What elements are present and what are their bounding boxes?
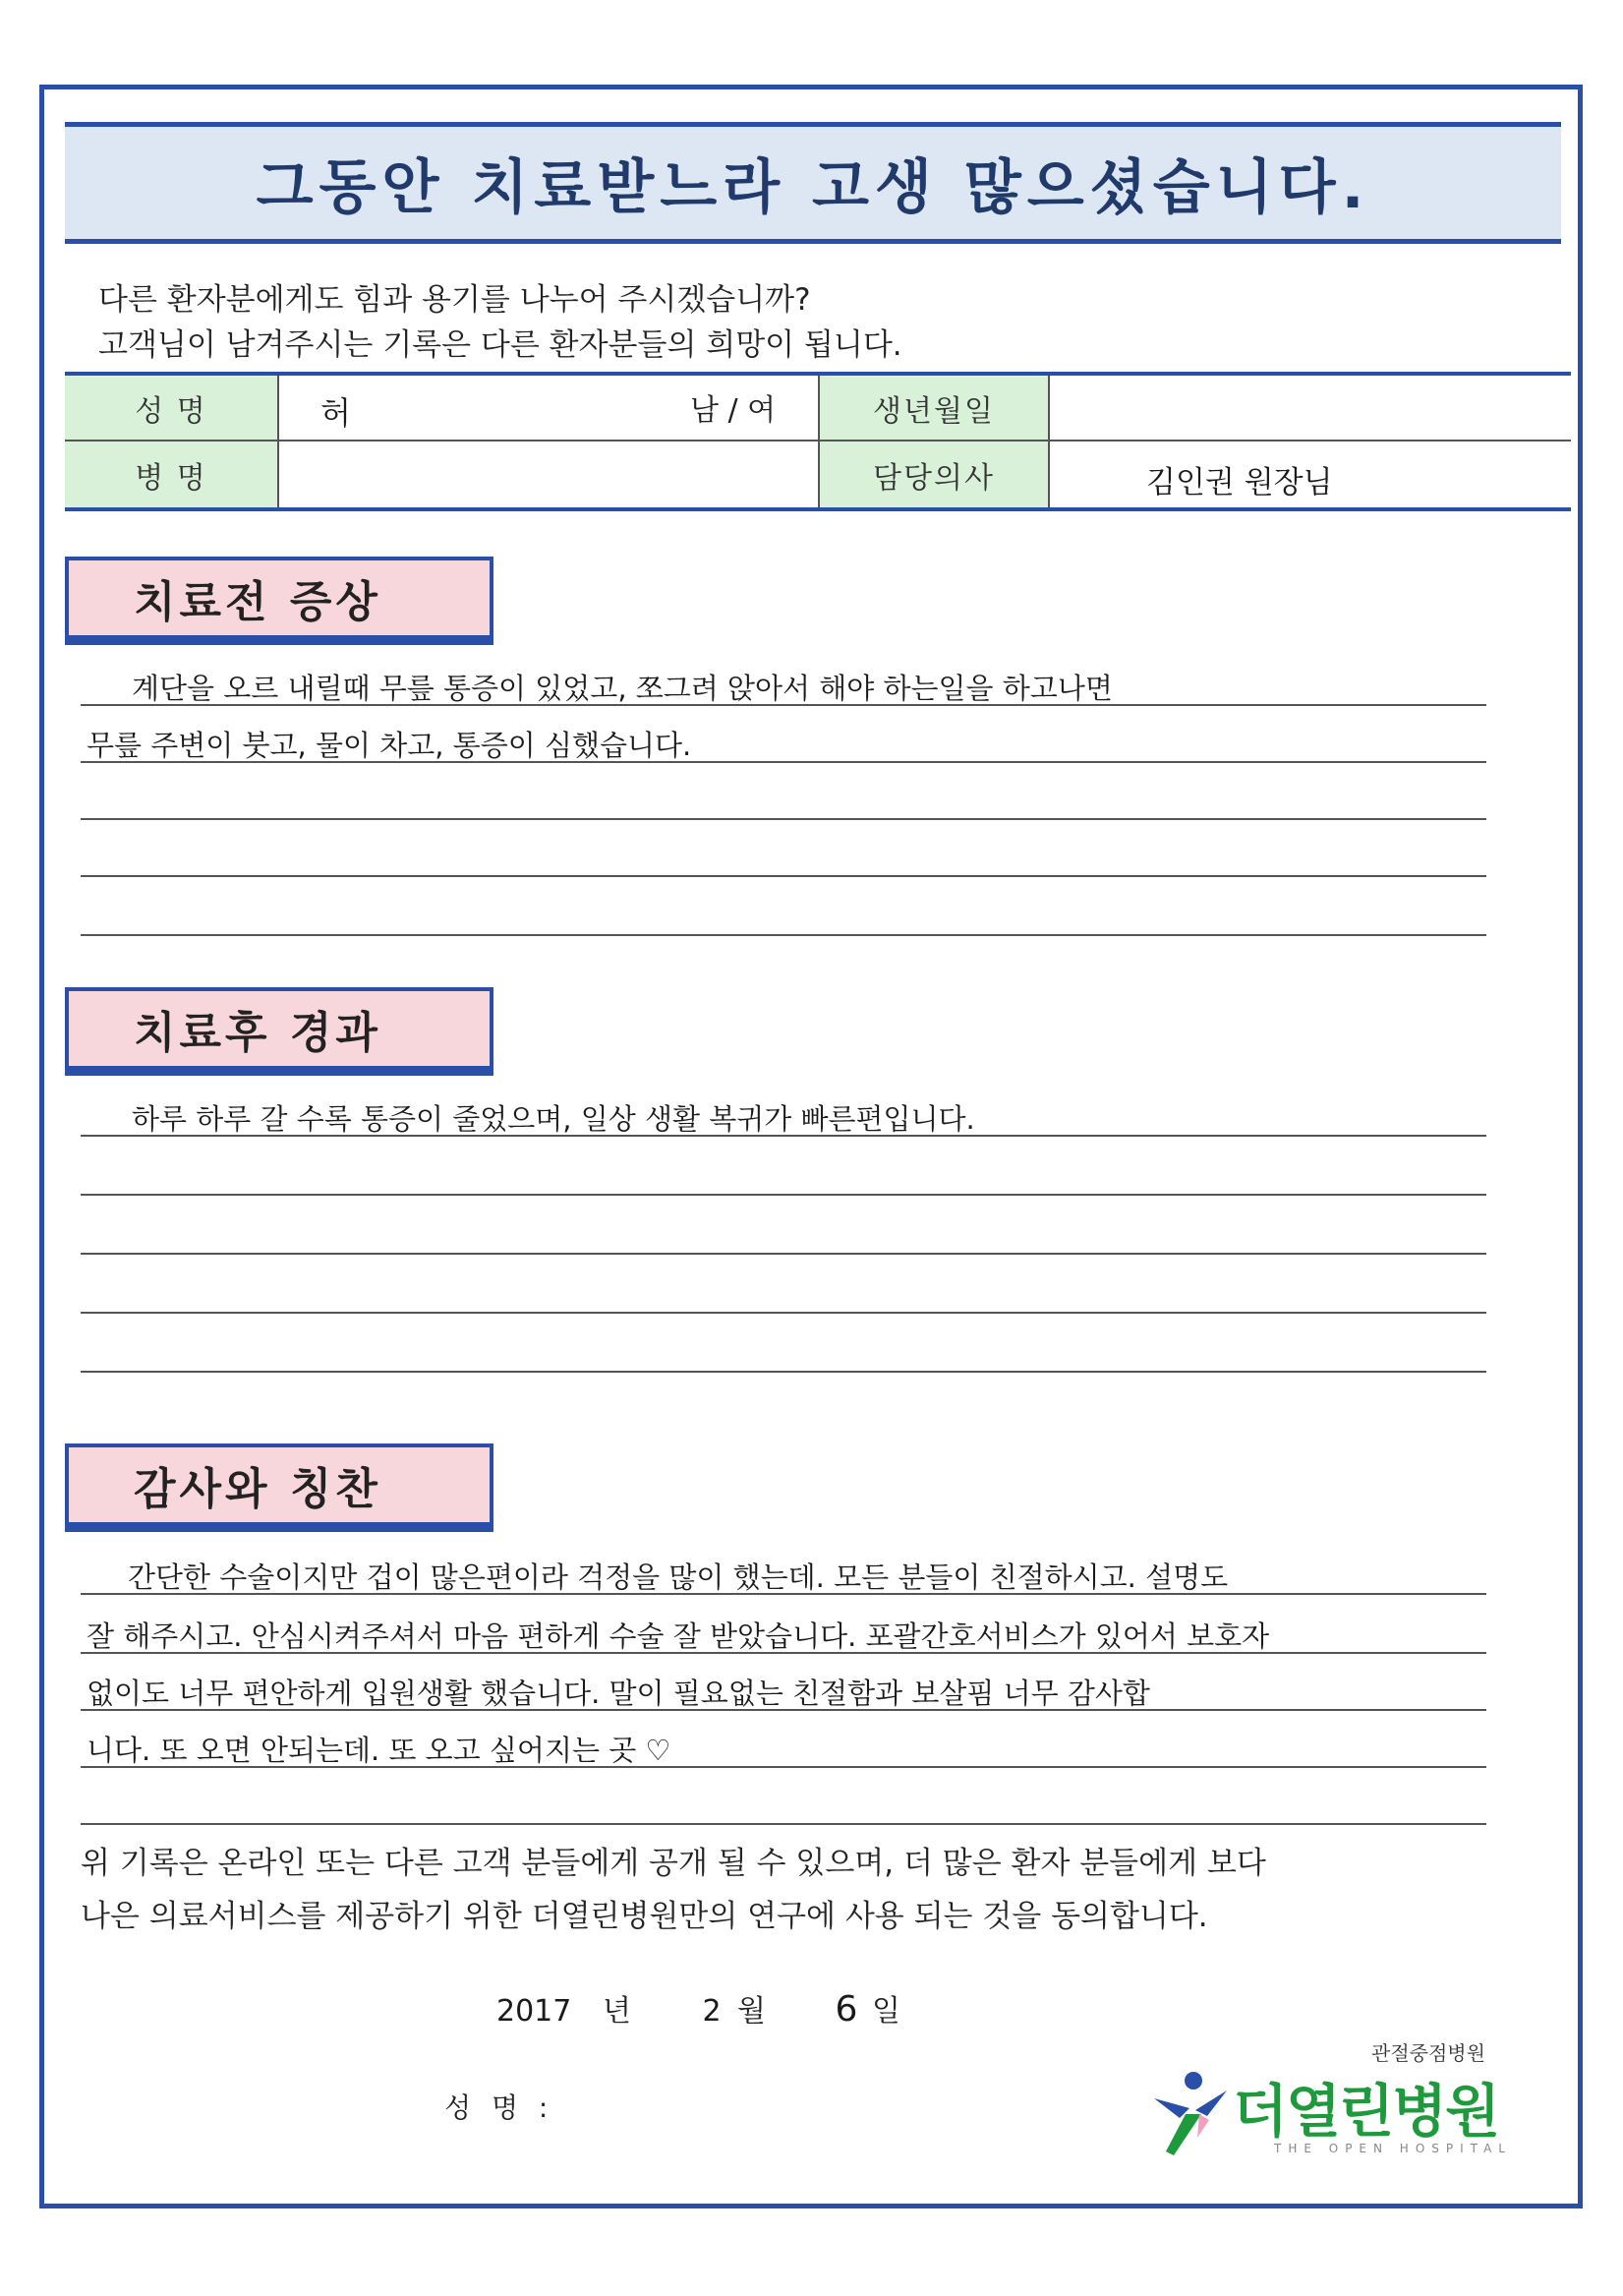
page-title: 그동안 치료받느라 고생 많으셨습니다. — [256, 153, 1370, 222]
signature-label: 성 명 : — [444, 2091, 554, 2124]
intro-line-1: 다른 환자분에게도 힘과 용기를 나누어 주시겠습니까? — [98, 282, 811, 318]
date-day: 6 — [835, 1989, 858, 2030]
section-heading-after: 치료후 경과 — [65, 987, 493, 1070]
consent-text — [81, 1837, 1266, 1943]
doctor-label: 담당의사 — [820, 442, 1048, 507]
patient-info-table — [65, 372, 1571, 511]
logo-mark-icon — [1150, 2069, 1235, 2159]
section-heading-before: 치료전 증상 — [65, 557, 493, 639]
after-line-1: 하루 하루 갈 수록 통증이 줄었으며, 일상 생활 복귀가 빠른편입니다. — [132, 1102, 975, 1136]
info-col-divider — [277, 376, 279, 507]
section-heading-thanks: 감사와 칭찬 — [65, 1443, 493, 1526]
title-bar — [65, 122, 1561, 244]
intro-text — [98, 277, 902, 368]
date-year-unit: 년 — [603, 1994, 631, 2029]
before-line-2: 무릎 주변이 붓고, 물이 차고, 통증이 심했습니다. — [87, 729, 692, 762]
birth-label: 생년월일 — [820, 376, 1048, 440]
date-row — [496, 1986, 900, 2030]
thanks-line-1: 간단한 수술이지만 겁이 많은편이라 걱정을 많이 했는데. 모든 분들이 친절하시고. 설명도 — [128, 1560, 1229, 1594]
thanks-line-2: 잘 해주시고. 안심시켜주셔서 마음 편하게 수술 잘 받았습니다. 포괄간호서비스가 있어서 보호자 — [87, 1619, 1270, 1653]
logo-english: THE OPEN HOSPITAL — [1274, 2142, 1512, 2155]
gender-selector: 남 / 여 — [690, 393, 777, 428]
disease-label: 병 명 — [65, 442, 277, 507]
thanks-line-4: 니다. 또 오면 안되는데. 또 오고 싶어지는 곳 ♡ — [87, 1734, 671, 1767]
thanks-line-3: 없이도 너무 편안하게 입원생활 했습니다. 말이 필요없는 친절함과 보살핌 너무 감사합 — [87, 1677, 1150, 1710]
logo-subtitle: 관절중점병원 — [1371, 2041, 1485, 2065]
date-day-unit: 일 — [871, 1994, 900, 2029]
hospital-logo — [1150, 2037, 1524, 2165]
consent-line-1: 위 기록은 온라인 또는 다른 고객 분들에게 공개 될 수 있으며, 더 많은 환자 분들에게 보다 — [81, 1846, 1266, 1881]
intro-line-2: 고객님이 남겨주시는 기록은 다른 환자분들의 희망이 됩니다. — [98, 327, 902, 363]
consent-line-2: 나은 의료서비스를 제공하기 위한 더열린병원만의 연구에 사용 되는 것을 동의합니다. — [81, 1899, 1208, 1934]
date-month: 2 — [702, 1994, 722, 2029]
name-value: 허 — [320, 394, 351, 432]
before-line-1: 계단을 오르 내릴때 무릎 통증이 있었고, 쪼그려 앉아서 해야 하는일을 하고나면 — [132, 672, 1113, 705]
doctor-value: 김인권 원장님 — [1146, 465, 1333, 500]
logo-name: 더열린병원 — [1233, 2078, 1499, 2145]
info-col-divider — [1048, 376, 1050, 507]
date-month-unit: 월 — [736, 1994, 766, 2029]
name-label: 성 명 — [65, 376, 277, 440]
date-year: 2017 — [496, 1994, 572, 2029]
